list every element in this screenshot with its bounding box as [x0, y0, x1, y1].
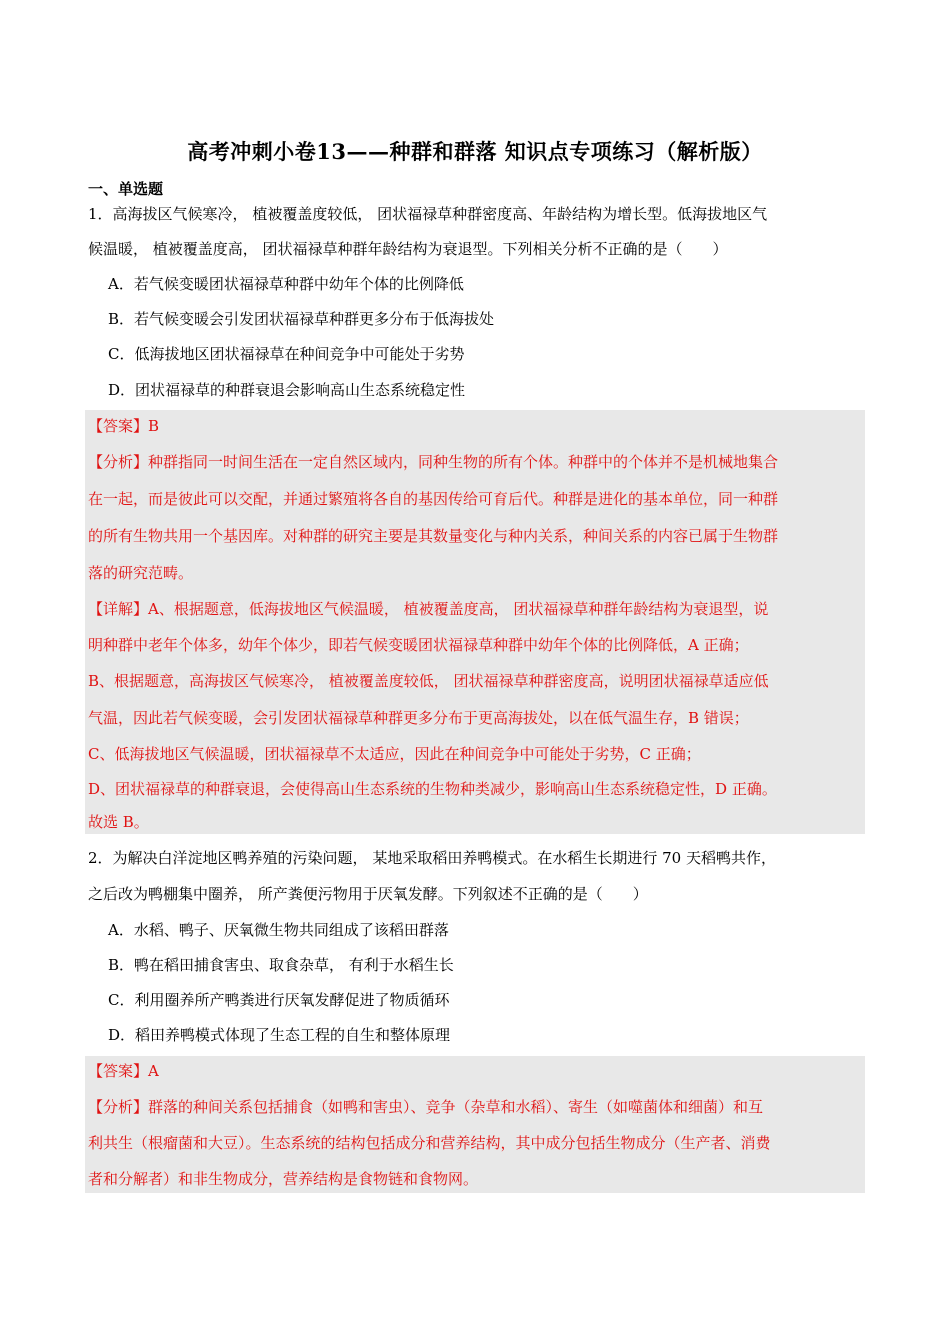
- q1-analysis-line: 的所有生物共用一个基因库。对种群的研究主要是其数量变化与种内关系，种间关系的内容已属于生物群: [88, 527, 779, 545]
- q1-option-c: C．低海拔地区团状福禄草在种间竞争中可能处于劣势: [108, 345, 465, 363]
- q2-stem-line: 2．为解决白洋淀地区鸭养殖的污染问题， 某地采取稻田养鸭模式。在水稻生长期进行 70 天稻鸭共作，: [88, 849, 776, 867]
- section-heading: 一、单选题: [88, 180, 164, 198]
- q1-option-d: D．团状福禄草的种群衰退会影响高山生态系统稳定性: [108, 381, 466, 399]
- q1-detail-line: B、根据题意，高海拔区气候寒冷， 植被覆盖度较低， 团状福禄草种群密度高，说明团状福禄草适应低: [88, 672, 769, 690]
- q2-option-b: B．鸭在稻田捕食害虫、取食杂草， 有利于水稻生长: [108, 956, 454, 974]
- q1-option-a: A．若气候变暖团状福禄草种群中幼年个体的比例降低: [108, 275, 464, 293]
- q2-answer-label: 【答案】A: [88, 1062, 159, 1080]
- q2-analysis-line: 者和分解者）和非生物成分，营养结构是食物链和食物网。: [88, 1170, 479, 1188]
- q2-option-d: D．稻田养鸭模式体现了生态工程的自生和整体原理: [108, 1026, 451, 1044]
- q1-stem-line: 1．高海拔区气候寒冷， 植被覆盖度较低， 团状福禄草种群密度高、年龄结构为增长型。低海拔地区气: [88, 205, 768, 223]
- q1-detail-line: 【详解】A、根据题意，低海拔地区气候温暖， 植被覆盖度高， 团状福禄草种群年龄结构为衰退型，说: [88, 600, 769, 618]
- q1-detail-line: 气温，因此若气候变暖，会引发团状福禄草种群更多分布于更高海拔处，以在低气温生存，B 错误；: [88, 709, 749, 727]
- q2-option-c: C．利用圈养所产鸭粪进行厌氧发酵促进了物质循环: [108, 991, 450, 1009]
- q1-detail-line: 明种群中老年个体多，幼年个体少，即若气候变暖团状福禄草种群中幼年个体的比例降低，A 正确；: [88, 636, 749, 654]
- q1-analysis-line: 【分析】种群指同一时间生活在一定自然区域内，同种生物的所有个体。种群中的个体并不是机械地集合: [88, 453, 779, 471]
- q2-option-a: A．水稻、鸭子、厌氧微生物共同组成了该稻田群落: [108, 921, 449, 939]
- q1-analysis-line: 在一起，而是彼此可以交配，并通过繁殖将各自的基因传给可育后代。种群是进化的基本单位，同一种群: [88, 490, 779, 508]
- q1-detail-line: C、低海拔地区气候温暖，团状福禄草不太适应，因此在种间竞争中可能处于劣势，C 正确；: [88, 745, 701, 763]
- document-title: 高考冲刺小卷13——种群和群落 知识点专项练习（解析版）: [187, 139, 763, 164]
- q1-stem-line: 候温暖， 植被覆盖度高， 团状福禄草种群年龄结构为衰退型。下列相关分析不正确的是（ ）: [88, 240, 728, 258]
- q1-answer-label: 【答案】B: [88, 417, 160, 435]
- q1-option-b: B．若气候变暖会引发团状福禄草种群更多分布于低海拔处: [108, 310, 495, 328]
- q2-analysis-line: 【分析】群落的种间关系包括捕食（如鸭和害虫）、竞争（杂草和水稻）、寄生（如噬菌体和细菌）和互: [88, 1098, 764, 1116]
- q1-analysis-line: 落的研究范畴。: [88, 564, 194, 582]
- q2-analysis-line: 利共生（根瘤菌和大豆）。生态系统的结构包括成分和营养结构，其中成分包括生物成分（生产者、消费: [88, 1134, 771, 1152]
- q2-stem-line: 之后改为鸭棚集中圈养， 所产粪便污物用于厌氧发酵。下列叙述不正确的是（ ）: [88, 885, 648, 903]
- q1-detail-line: D、团状福禄草的种群衰退，会使得高山生态系统的生物种类减少，影响高山生态系统稳定性，D 正确。: [88, 780, 777, 798]
- q1-conclusion: 故选 B。: [88, 813, 149, 831]
